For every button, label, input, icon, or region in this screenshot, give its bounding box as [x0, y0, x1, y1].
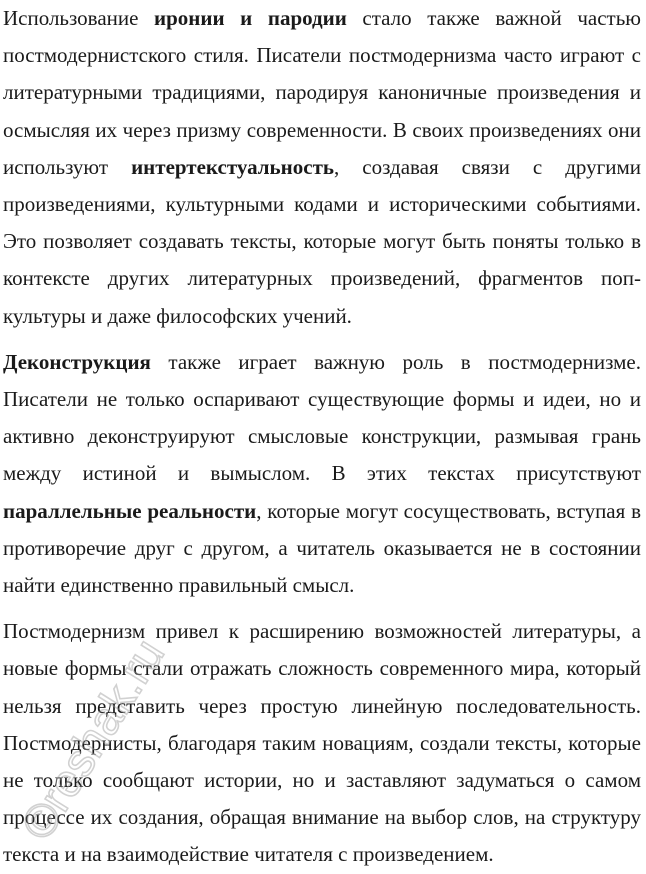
text-run: Использование [3, 6, 155, 30]
bold-term-deconstruction: Деконструкция [3, 349, 151, 374]
text-run: , которые могут сосуществовать, вступая в противоречие друг с другом, а читатель оказывается не в состоянии найти единственно правильный смысл. [3, 498, 641, 598]
watermark-text: ©reshak.ru [10, 629, 175, 849]
paragraph-3 [3, 613, 641, 873]
paragraph-1 [3, 0, 641, 335]
bold-term-intertextuality: интертекстуальность [131, 154, 335, 179]
document-body [3, 0, 641, 874]
text-run: , создавая связи с другими произведениями, культурными кодами и историческими событиями. Это позволяет создавать тексты, которые могут быть поняты только в контексте других литературных произведений, фрагментов поп-культуры и даже философских учений. [3, 154, 641, 328]
text-run: Постмодернизм привел к расширению возможностей литературы, а новые формы стали отражать сложность современного мира, который нельзя представить через простую линейную последовательность. Постмодернисты, благодаря таким новациям, создали тексты, которые не только сообщают истории, но и заставляют задуматься о самом процессе их создания, обращая внимание на выбор слов, на структуру текста и на взаимодействие читателя с произведением. [3, 619, 641, 867]
paragraph-2 [3, 344, 641, 604]
bold-term-parallel-realities: параллельные реальности [3, 498, 257, 523]
bold-term-irony-parody: иронии и пародии [154, 6, 347, 30]
text-run: стало также важной частью постмодернистского стиля. Писатели постмодернизма часто играют с литературными традициями, пародируя каноничные произведения и осмысляя их через призму современности. В своих произведениях они используют [3, 6, 641, 179]
text-run: также играет важную роль в постмодернизме. Писатели не только оспаривают существующие формы и идеи, но и активно деконструируют смысловые конструкции, размывая грань между истиной и вымыслом. В этих текстах присутствуют [3, 349, 641, 486]
